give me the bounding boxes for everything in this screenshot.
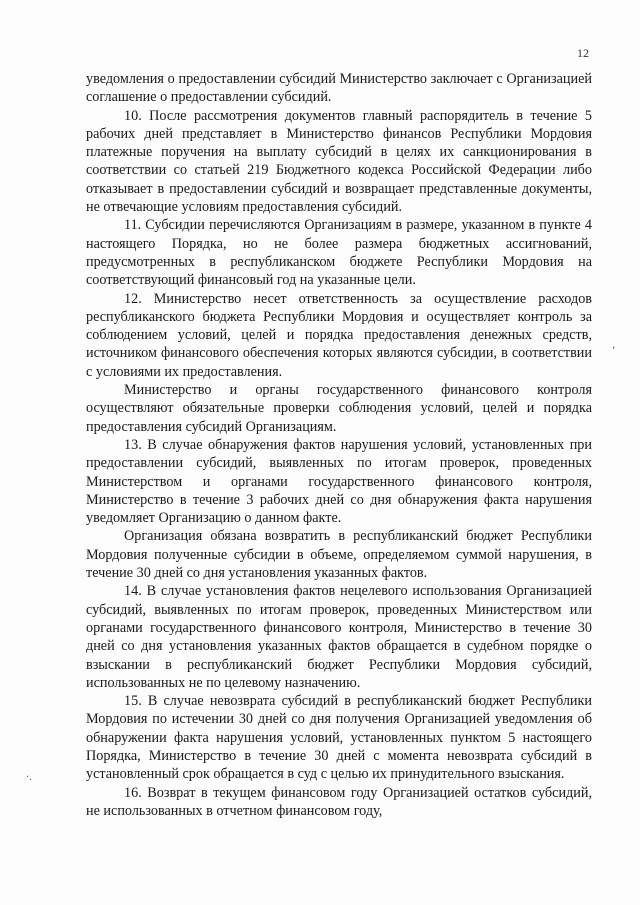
paragraph: Министерство и органы государственного финансового контроля осуществляют обязательные проверки соблюдения условий, целей и порядка предоставления субсидий Организациям. [86,382,592,435]
paragraph: 10. После рассмотрения документов главный распорядитель в течение 5 рабочих дней представляет в Министерство финансов Республики Мордовия платежные поручения на выплату субсидий в целях их санкционирования в соответствии со статьей 219 Бюджетного кодекса Российской Федерации либо отказывает в предоставлении субсидий и возвращает представленные документы, не отвечающие условиям предоставления субсидий. [86,107,592,216]
page-number: 12 [577,46,589,60]
paragraph: 16. Возврат в текущем финансовом году Организацией остатков субсидий, не использованных в отчетном финансовом году, [86,784,592,819]
paragraph: Организация обязана возвратить в республиканский бюджет Республики Мордовия полученные субсидии в объеме, определяемом суммой нарушения, в течение 30 дней со дня установления указанных фактов. [86,528,592,582]
paragraph: 14. В случае установления фактов нецелевого использования Организацией субсидий, выявленных по итогам проверок, проведенных Министерством или органами государственного финансового контроля, Министерство в течение 30 дней со дня установления указанных фактов обращается в судебном порядке о взыскании в республиканский бюджет Республики Мордовия субсидий, использованных не по целевому назначению. [86,583,592,691]
paragraph: 11. Субсидии перечисляются Организациям в размере, указанном в пункте 4 настоящего Порядка, но не более размера бюджетных ассигнований, предусмотренных в республиканском бюджете Республики Мордовия на соответствующий финансовый год на указанные цели. [86,217,592,289]
scan-artifact-dot: , [612,340,616,351]
paragraph: 12. Министерство несет ответственность за осуществление расходов республиканского бюджета Республики Мордовия и осуществляет контроль за соблюдением условий, целей и порядка предоставления денежных средств, источником финансового обеспечения которых являются субсидии, в соответствии с условиями их предоставления. [86,290,592,380]
paragraph: уведомления о предоставлении субсидий Министерство заключает с Организацией соглашение о предоставлении субсидий. [86,71,592,106]
scan-artifact-dot: ·. [26,772,33,783]
paragraph: 13. В случае обнаружения фактов нарушения условий, установленных при предоставлении субсидий, выявленных по итогам проверок, проведенных Министерством и органами государственного финансового контроля, Министерство в течение 3 рабочих дней со дня обнаружения факта нарушения уведомляет Организацию о данном факте. [86,436,592,527]
document-body [86,70,592,820]
paragraph: 15. В случае невозврата субсидий в республиканский бюджет Республики Мордовия по истечении 30 дней со дня получения Организацией уведомления об обнаружении факта нарушения условий, установленных пунктом 5 настоящего Порядка, Министерство в течение 30 дней с момента невозврата субсидий в установленный срок обращается в суд с целью их принудительного взыскания. [86,693,592,783]
